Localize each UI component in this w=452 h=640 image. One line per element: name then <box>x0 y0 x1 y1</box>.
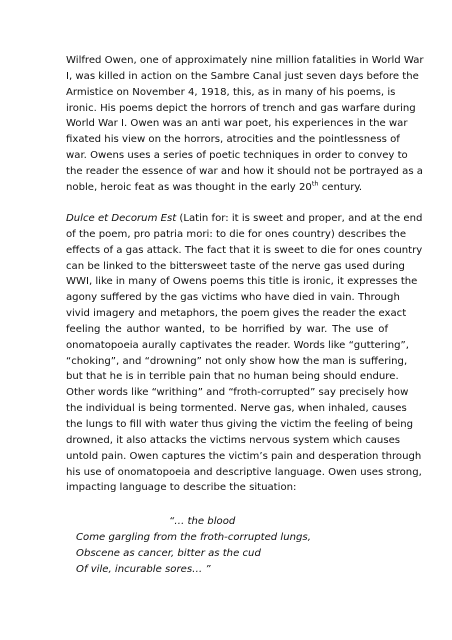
quote-line: Obscene as cancer, bitter as the cud <box>76 547 261 559</box>
paragraph-analysis <box>66 211 423 496</box>
text-line: but that he is in terrible pain that no human being should endure. <box>66 371 399 383</box>
text-line <box>66 211 423 227</box>
text-line: the reader the essence of war and how it should not be portrayed as a <box>66 165 423 177</box>
ordinal-suffix: th <box>311 179 319 188</box>
quote-line: “… the blood <box>169 516 236 527</box>
text-line: “choking”, and “drowning” not only show how the man is suffering, <box>66 355 408 367</box>
text-line: World War I. Owen was an anti war poet, his experiences in the war <box>66 118 408 130</box>
quote-line: Of vile, incurable sores… ” <box>76 563 211 575</box>
text-line: the individual is being tormented. Nerve gas, when inhaled, causes <box>66 403 407 415</box>
text-line: effects of a gas attack. The fact that it is sweet to die for ones country <box>66 244 423 256</box>
paragraph-intro <box>66 53 424 196</box>
text-line-start: noble, heroic feat as was thought in the early 20 <box>66 181 312 193</box>
text-line: fixated his view on the horrors, atrocities and the pointlessness of <box>66 134 400 146</box>
text-line: WWI, like in many of Owens poems this title is ironic, it expresses the <box>66 276 418 288</box>
text-line: agony suffered by the gas victims who have died in vain. Through <box>66 292 400 304</box>
poem-quote <box>76 514 376 577</box>
text-line: war. Owens uses a series of poetic techniques in order to convey to <box>66 150 408 162</box>
text-line: Other words like “writhing” and “froth-corrupted” say precisely how <box>66 387 409 399</box>
text-line: ironic. His poems depict the horrors of trench and gas warfare during <box>66 102 416 114</box>
quote-line: Come gargling from the froth-corrupted lungs, <box>76 531 311 543</box>
text-line-end: century. <box>318 181 363 193</box>
text-line: vivid imagery and metaphors, the poem gives the reader the exact <box>66 308 407 320</box>
text-line: I, was killed in action on the Sambre Canal just seven days before the <box>66 70 419 82</box>
text-line: impacting language to describe the situation: <box>66 482 297 494</box>
poem-title: Dulce et Decorum Est <box>66 213 177 224</box>
text-line: onomatopoeia aurally captivates the reader. Words like “guttering”, <box>66 339 409 351</box>
text-line: the lungs to fill with water thus giving the victim the feeling of being <box>66 418 414 430</box>
text-line <box>66 180 388 196</box>
text-line: of the poem, pro patria mori: to die for ones country) describes the <box>66 228 407 240</box>
text-line: his use of onomatopoeia and descriptive language. Owen uses strong, <box>66 466 422 478</box>
text-line: untold pain. Owen captures the victim’s pain and desperation through <box>66 450 422 462</box>
text-line: drowned, it also attacks the victims nervous system which causes <box>66 434 401 446</box>
text-line: feeling the author wanted, to be horrified by war. The use of <box>66 323 388 335</box>
text-line: Wilfred Owen, one of approximately nine million fatalities in World War <box>66 55 424 66</box>
text-line-rest: (Latin for: it is sweet and proper, and at the end <box>176 213 423 224</box>
text-line: Armistice on November 4, 1918, this, as in many of his poems, is <box>66 86 396 98</box>
text-line: can be linked to the bittersweet taste of the nerve gas used during <box>66 260 405 272</box>
